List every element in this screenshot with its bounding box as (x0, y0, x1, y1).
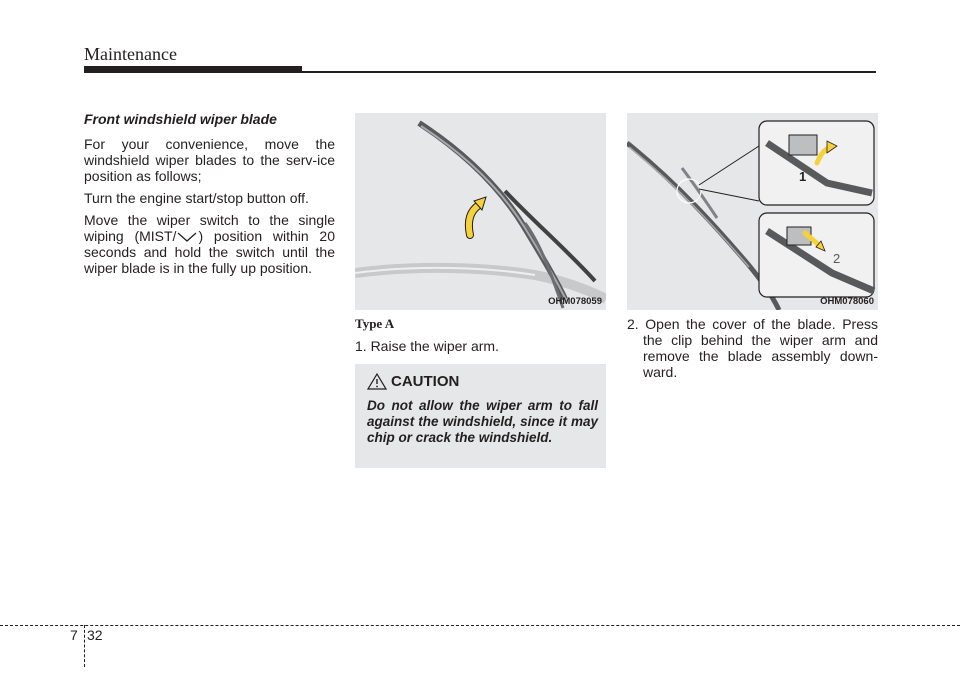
right-column (627, 316, 878, 380)
paragraph-mist-end: ) position within 20 seconds and hold the switch until the wiper blade is in the fully up position. (84, 228, 336, 276)
section-heading: Front windshield wiper blade (84, 111, 277, 127)
section-title: Maintenance (84, 44, 177, 64)
type-label: Type A (355, 316, 395, 331)
raise-arrow-icon (469, 205, 479, 235)
blade-removal-illustration (627, 113, 878, 310)
mist-chevron-icon (176, 232, 198, 242)
paragraph-mist-start: Move the wiper switch to the single wiping (MIST/ (84, 212, 335, 244)
step-2: 2. Open the cover of the blade. Press the clip behind the wiper arm and remove the blade assembly down-ward. (627, 316, 878, 380)
callout-1: 1 (799, 169, 807, 184)
figure-code: OHM078059 (548, 296, 602, 307)
header-rule-thin (84, 71, 876, 73)
caution-title: CAUTION (391, 373, 460, 390)
caution-text: Do not allow the wiper arm to fall against the windshield, since it may chip or crack the windshield. (367, 398, 598, 445)
paragraph-convenience: For your convenience, move the windshield wiper blades to the serv-ice position as follows; (84, 136, 335, 184)
caution-box (355, 364, 606, 468)
page-number: 32 (87, 627, 103, 643)
figure-code: OHM078060 (820, 296, 874, 307)
figure-remove-blade (627, 113, 878, 310)
left-column (84, 110, 335, 282)
paragraph-mist (84, 212, 335, 276)
paragraph-engine-off: Turn the engine start/stop button off. (84, 190, 309, 206)
warning-triangle-icon (367, 372, 387, 392)
callout-2: 2 (833, 251, 841, 266)
step-1: 1. Raise the wiper arm. (355, 338, 499, 354)
figure-raise-wiper-arm (355, 113, 606, 310)
middle-column (355, 316, 606, 354)
footer-rule (0, 625, 960, 626)
chapter-number: 7 (70, 627, 78, 643)
wiper-arm-illustration (355, 113, 606, 310)
footer-divider (84, 625, 85, 667)
